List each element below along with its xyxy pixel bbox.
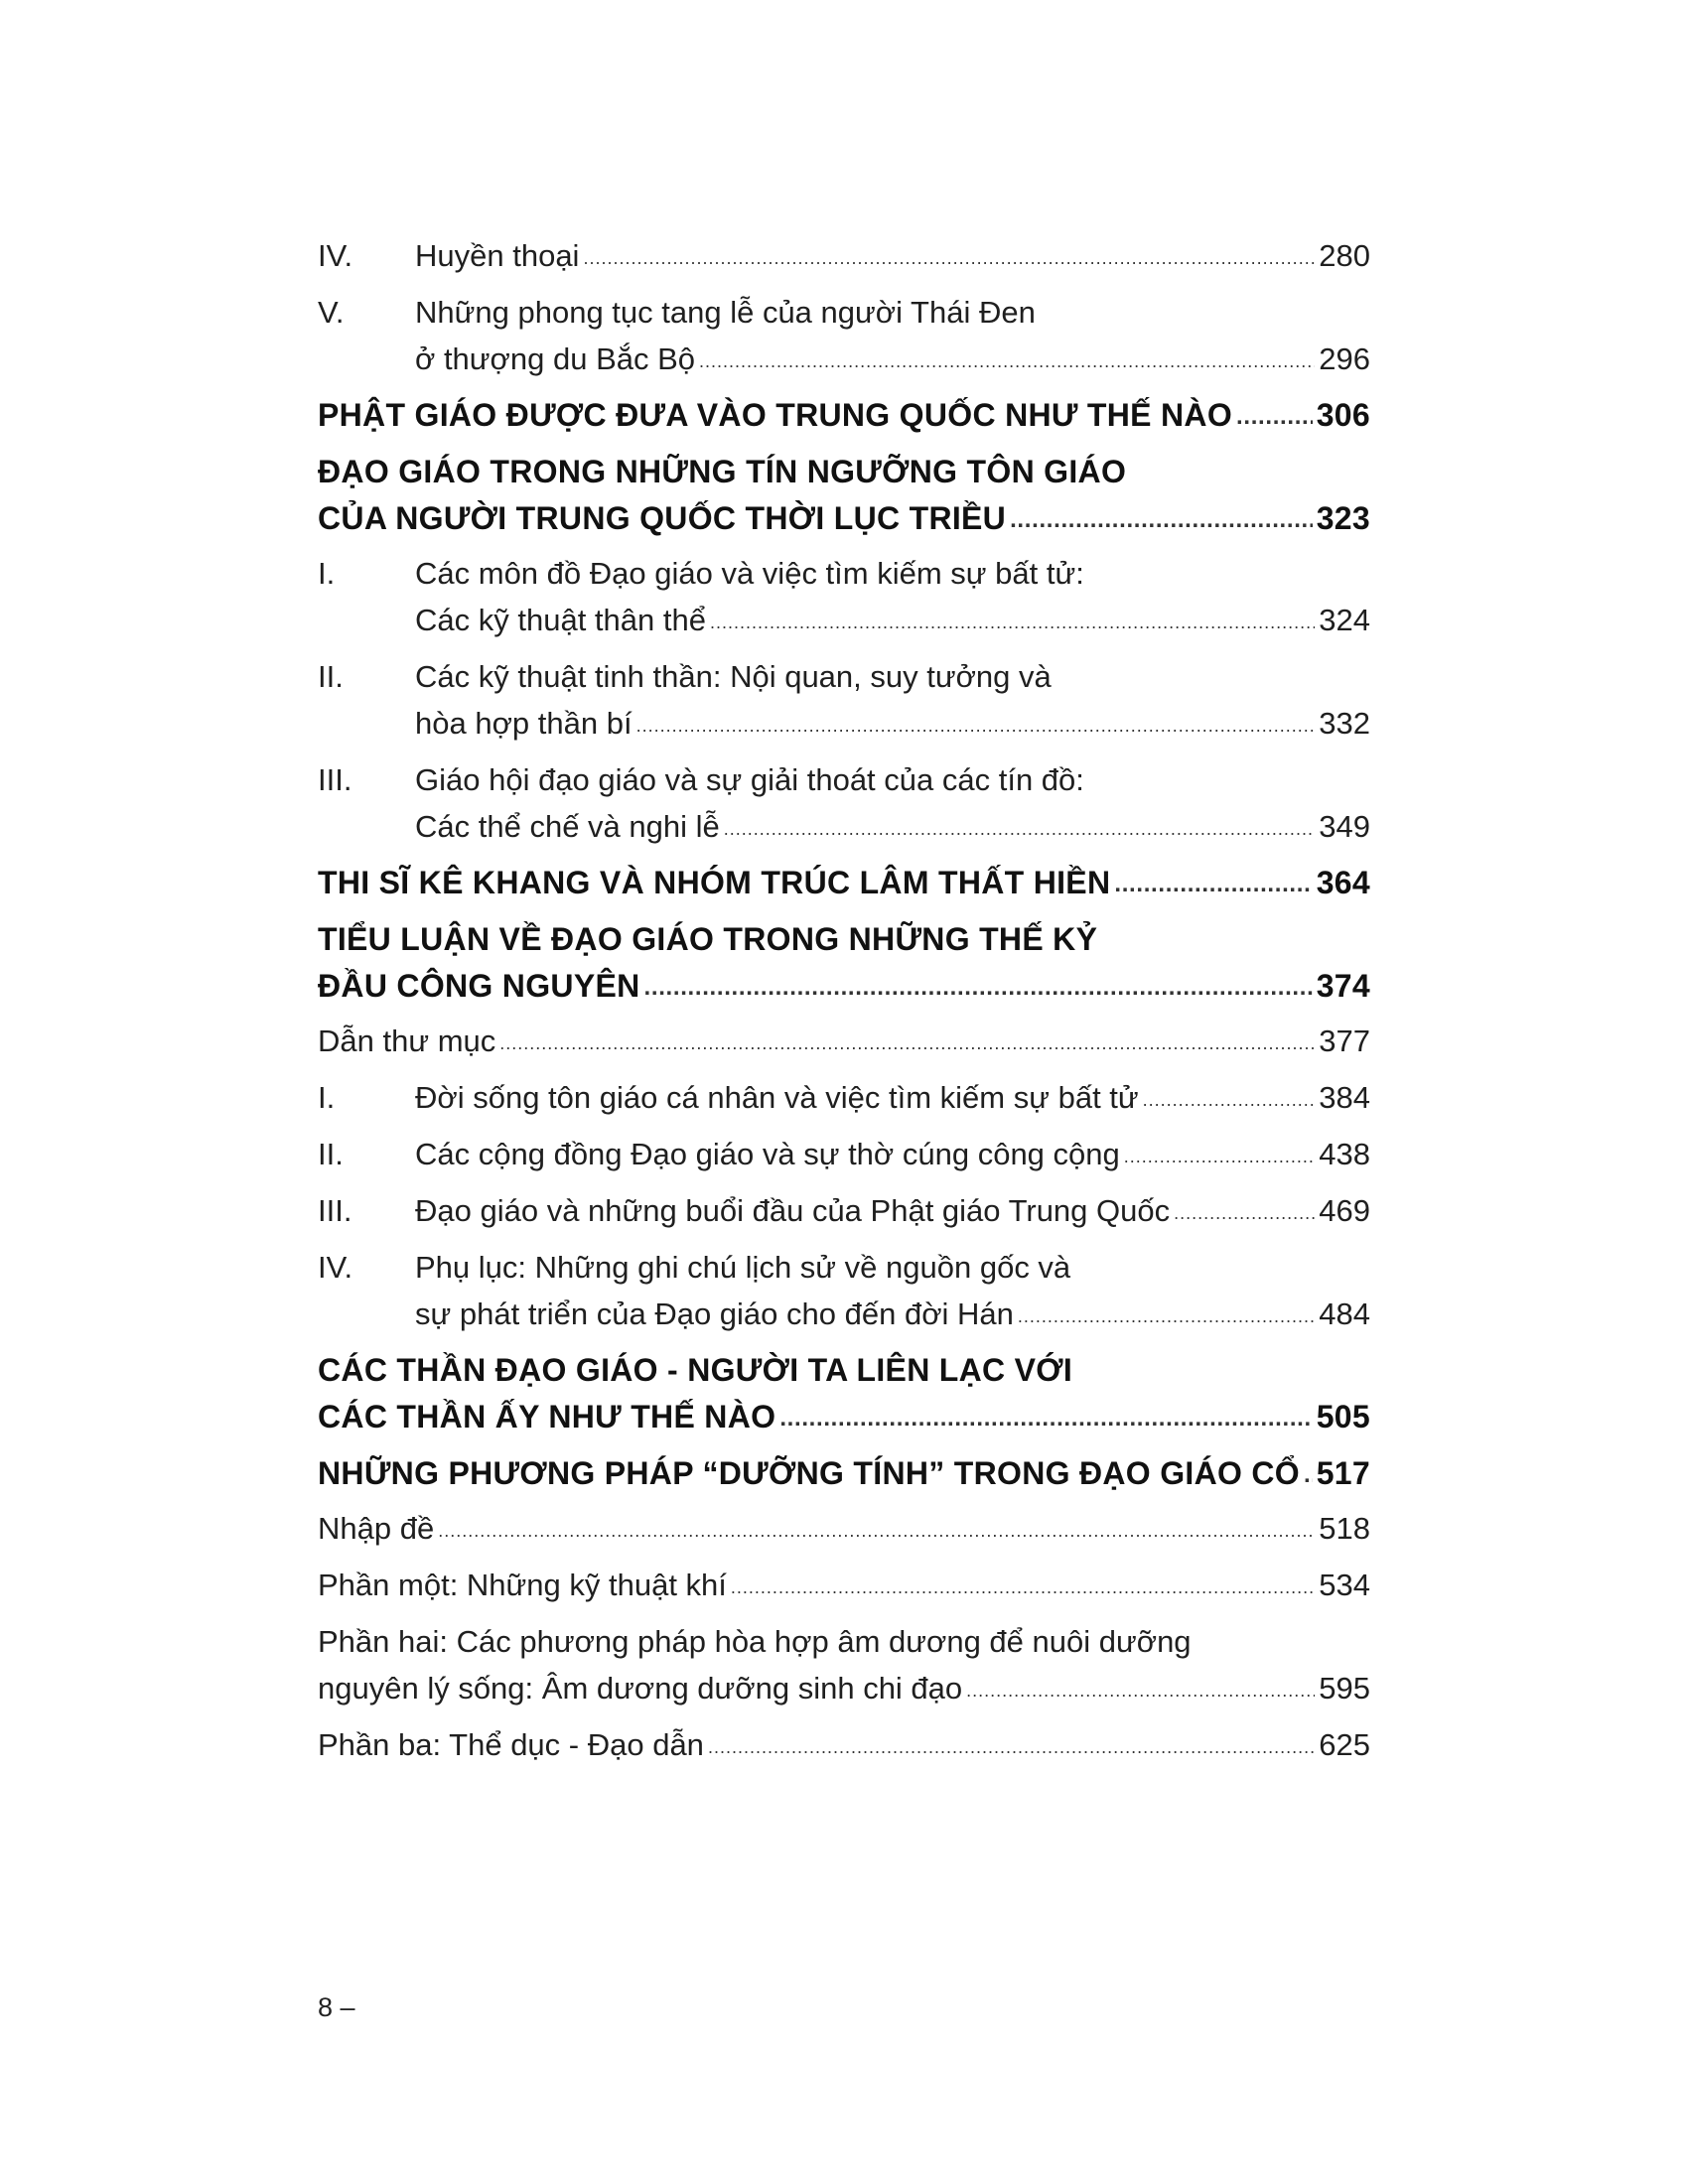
toc-entry bbox=[318, 550, 1370, 643]
toc-entry-title: ĐẦU CÔNG NGUYÊN bbox=[318, 968, 640, 1004]
toc-line bbox=[318, 1291, 1370, 1337]
toc-page-number: 377 bbox=[1319, 1024, 1370, 1058]
toc-leader-dots bbox=[1114, 861, 1312, 907]
toc-page-number: 625 bbox=[1319, 1727, 1370, 1762]
toc-leader-dots bbox=[966, 1668, 1315, 1714]
toc-line bbox=[318, 449, 1370, 495]
toc-line bbox=[318, 1394, 1370, 1440]
toc-entry-title: hòa hợp thần bí bbox=[415, 706, 633, 741]
toc-page-number: 374 bbox=[1316, 968, 1370, 1004]
toc-page-number: 296 bbox=[1319, 341, 1370, 376]
toc-leader-dots bbox=[1124, 1134, 1316, 1180]
toc-entry-title: sự phát triển của Đạo giáo cho đến đời Hán bbox=[415, 1297, 1014, 1331]
toc-entry bbox=[318, 1018, 1370, 1064]
toc-line bbox=[318, 1347, 1370, 1394]
toc-line bbox=[318, 1721, 1370, 1768]
toc-line bbox=[318, 803, 1370, 850]
toc-entry-title: Phụ lục: Những ghi chú lịch sử về nguồn gốc và bbox=[415, 1250, 1071, 1285]
toc-line bbox=[318, 1562, 1370, 1608]
toc-leader-dots bbox=[699, 339, 1315, 385]
toc-leader-dots bbox=[731, 1565, 1315, 1611]
toc-line bbox=[318, 336, 1370, 382]
toc-entry-number: IV. bbox=[318, 1250, 353, 1285]
toc-entry bbox=[318, 1562, 1370, 1608]
toc-line bbox=[318, 1187, 1370, 1234]
toc-page-number: 518 bbox=[1319, 1511, 1370, 1546]
toc-section-heading bbox=[318, 860, 1370, 906]
toc-line bbox=[318, 1074, 1370, 1121]
toc-entry-title: TIỂU LUẬN VỀ ĐẠO GIÁO TRONG NHỮNG THẾ KỶ bbox=[318, 921, 1098, 957]
toc-page-number: 323 bbox=[1316, 500, 1370, 536]
toc-entry bbox=[318, 1721, 1370, 1768]
toc-line bbox=[318, 1618, 1370, 1665]
toc-leader-dots bbox=[1018, 1294, 1315, 1340]
toc-leader-dots bbox=[1143, 1077, 1316, 1124]
toc-entry-title: ở thượng du Bắc Bộ bbox=[415, 341, 696, 376]
toc-entry-title: nguyên lý sống: Âm dương dưỡng sinh chi đạo bbox=[318, 1671, 963, 1706]
toc-page-number: 595 bbox=[1319, 1671, 1370, 1706]
toc-page-number: 384 bbox=[1319, 1080, 1370, 1115]
toc-section-heading bbox=[318, 1347, 1370, 1440]
toc-entry-title: Những phong tục tang lễ của người Thái Đen bbox=[415, 295, 1036, 330]
toc-line bbox=[318, 1244, 1370, 1291]
toc-entry-title: Các môn đồ Đạo giáo và việc tìm kiếm sự bất tử: bbox=[415, 556, 1084, 591]
toc-line bbox=[318, 916, 1370, 963]
toc-leader-dots bbox=[583, 235, 1315, 282]
toc-page-number: 517 bbox=[1316, 1455, 1370, 1491]
toc-line bbox=[318, 1450, 1370, 1497]
toc-page-number: 364 bbox=[1316, 865, 1370, 900]
toc-entry bbox=[318, 1618, 1370, 1711]
toc-entry-number: III. bbox=[318, 762, 352, 797]
toc-line bbox=[318, 550, 1370, 597]
toc-line bbox=[318, 597, 1370, 643]
toc-entry bbox=[318, 1505, 1370, 1552]
toc-line bbox=[318, 860, 1370, 906]
toc-entry bbox=[318, 756, 1370, 850]
toc-leader-dots bbox=[438, 1508, 1315, 1555]
toc-line bbox=[318, 1665, 1370, 1711]
toc-entry-title: Phần hai: Các phương pháp hòa hợp âm dương để nuôi dưỡng bbox=[318, 1624, 1192, 1659]
toc-page-number: 349 bbox=[1319, 809, 1370, 844]
toc-entry-number: IV. bbox=[318, 238, 353, 273]
toc-entry-title: Đạo giáo và những buổi đầu của Phật giáo Trung Quốc bbox=[415, 1193, 1171, 1228]
page-number-footer: 8 – bbox=[318, 1992, 355, 2022]
toc-leader-dots bbox=[724, 806, 1316, 853]
toc-leader-dots bbox=[636, 703, 1316, 750]
toc-section-heading bbox=[318, 1450, 1370, 1497]
toc-page-number: 469 bbox=[1319, 1193, 1370, 1228]
toc-page-number: 332 bbox=[1319, 706, 1370, 741]
toc-page-number: 306 bbox=[1316, 397, 1370, 433]
toc-leader-dots bbox=[779, 1395, 1312, 1441]
toc-entry-title: Đời sống tôn giáo cá nhân và việc tìm kiếm sự bất tử bbox=[415, 1080, 1139, 1115]
toc-leader-dots bbox=[1304, 1451, 1313, 1498]
toc-entry-title: Các cộng đồng Đạo giáo và sự thờ cúng công cộng bbox=[415, 1137, 1120, 1171]
toc-section-heading bbox=[318, 916, 1370, 1010]
toc-entry-number: II. bbox=[318, 1137, 344, 1171]
toc-page-number: 484 bbox=[1319, 1297, 1370, 1331]
toc-line bbox=[318, 1018, 1370, 1064]
toc-line bbox=[318, 963, 1370, 1010]
toc-entry-title: Nhập đề bbox=[318, 1511, 435, 1546]
toc-entry-number: I. bbox=[318, 556, 336, 591]
toc-entry-title: THI SĨ KÊ KHANG VÀ NHÓM TRÚC LÂM THẤT HIỀN bbox=[318, 865, 1111, 900]
toc-leader-dots bbox=[644, 964, 1313, 1011]
toc-entry bbox=[318, 1187, 1370, 1234]
toc-page-number: 438 bbox=[1319, 1137, 1370, 1171]
table-of-contents bbox=[318, 232, 1370, 1778]
toc-line bbox=[318, 232, 1370, 279]
toc-entry-title: CÁC THẦN ĐẠO GIÁO - NGƯỜI TA LIÊN LẠC VỚI bbox=[318, 1352, 1073, 1388]
toc-entry-title: PHẬT GIÁO ĐƯỢC ĐƯA VÀO TRUNG QUỐC NHƯ THẾ NÀO bbox=[318, 397, 1233, 433]
toc-entry bbox=[318, 1131, 1370, 1177]
toc-entry-title: NHỮNG PHƯƠNG PHÁP “DƯỠNG TÍNH” TRONG ĐẠO GIÁO CỔ bbox=[318, 1455, 1300, 1491]
toc-entry-title: Các thể chế và nghi lễ bbox=[415, 809, 720, 844]
toc-entry-number: I. bbox=[318, 1080, 336, 1115]
toc-entry-number: II. bbox=[318, 659, 344, 694]
toc-entry-title: Huyền thoại bbox=[415, 238, 580, 273]
toc-entry-title: Các kỹ thuật tinh thần: Nội quan, suy tưởng và bbox=[415, 659, 1052, 694]
toc-entry-title: ĐẠO GIÁO TRONG NHỮNG TÍN NGƯỠNG TÔN GIÁO bbox=[318, 454, 1127, 489]
toc-entry-number: III. bbox=[318, 1193, 352, 1228]
toc-line bbox=[318, 653, 1370, 700]
toc-entry bbox=[318, 1244, 1370, 1337]
toc-leader-dots bbox=[708, 1724, 1315, 1771]
toc-entry-title: Phần một: Những kỹ thuật khí bbox=[318, 1568, 727, 1602]
toc-line bbox=[318, 289, 1370, 336]
toc-entry-title: Phần ba: Thể dục - Đạo dẫn bbox=[318, 1727, 704, 1762]
toc-page-number: 505 bbox=[1316, 1399, 1370, 1434]
toc-section-heading bbox=[318, 449, 1370, 542]
toc-leader-dots bbox=[1236, 393, 1313, 440]
toc-line bbox=[318, 756, 1370, 803]
toc-line bbox=[318, 392, 1370, 439]
toc-entry bbox=[318, 653, 1370, 747]
toc-leader-dots bbox=[499, 1021, 1315, 1067]
toc-section-heading bbox=[318, 392, 1370, 439]
toc-line bbox=[318, 1131, 1370, 1177]
toc-entry-title: CÁC THẦN ẤY NHƯ THẾ NÀO bbox=[318, 1399, 776, 1434]
toc-entry bbox=[318, 1074, 1370, 1121]
toc-entry-title: Các kỹ thuật thân thể bbox=[415, 603, 706, 637]
toc-page-number: 534 bbox=[1319, 1568, 1370, 1602]
toc-entry-title: Giáo hội đạo giáo và sự giải thoát của các tín đồ: bbox=[415, 762, 1084, 797]
toc-page-number: 324 bbox=[1319, 603, 1370, 637]
toc-entry-title: Dẫn thư mục bbox=[318, 1024, 496, 1058]
toc-entry-number: V. bbox=[318, 295, 345, 330]
toc-leader-dots bbox=[1010, 496, 1313, 543]
toc-entry bbox=[318, 232, 1370, 279]
toc-line bbox=[318, 1505, 1370, 1552]
toc-leader-dots bbox=[710, 600, 1315, 646]
toc-line bbox=[318, 495, 1370, 542]
toc-page-number: 280 bbox=[1319, 238, 1370, 273]
toc-leader-dots bbox=[1174, 1190, 1315, 1237]
toc-line bbox=[318, 700, 1370, 747]
toc-entry bbox=[318, 289, 1370, 382]
toc-entry-title: CỦA NGƯỜI TRUNG QUỐC THỜI LỤC TRIỀU bbox=[318, 500, 1007, 536]
